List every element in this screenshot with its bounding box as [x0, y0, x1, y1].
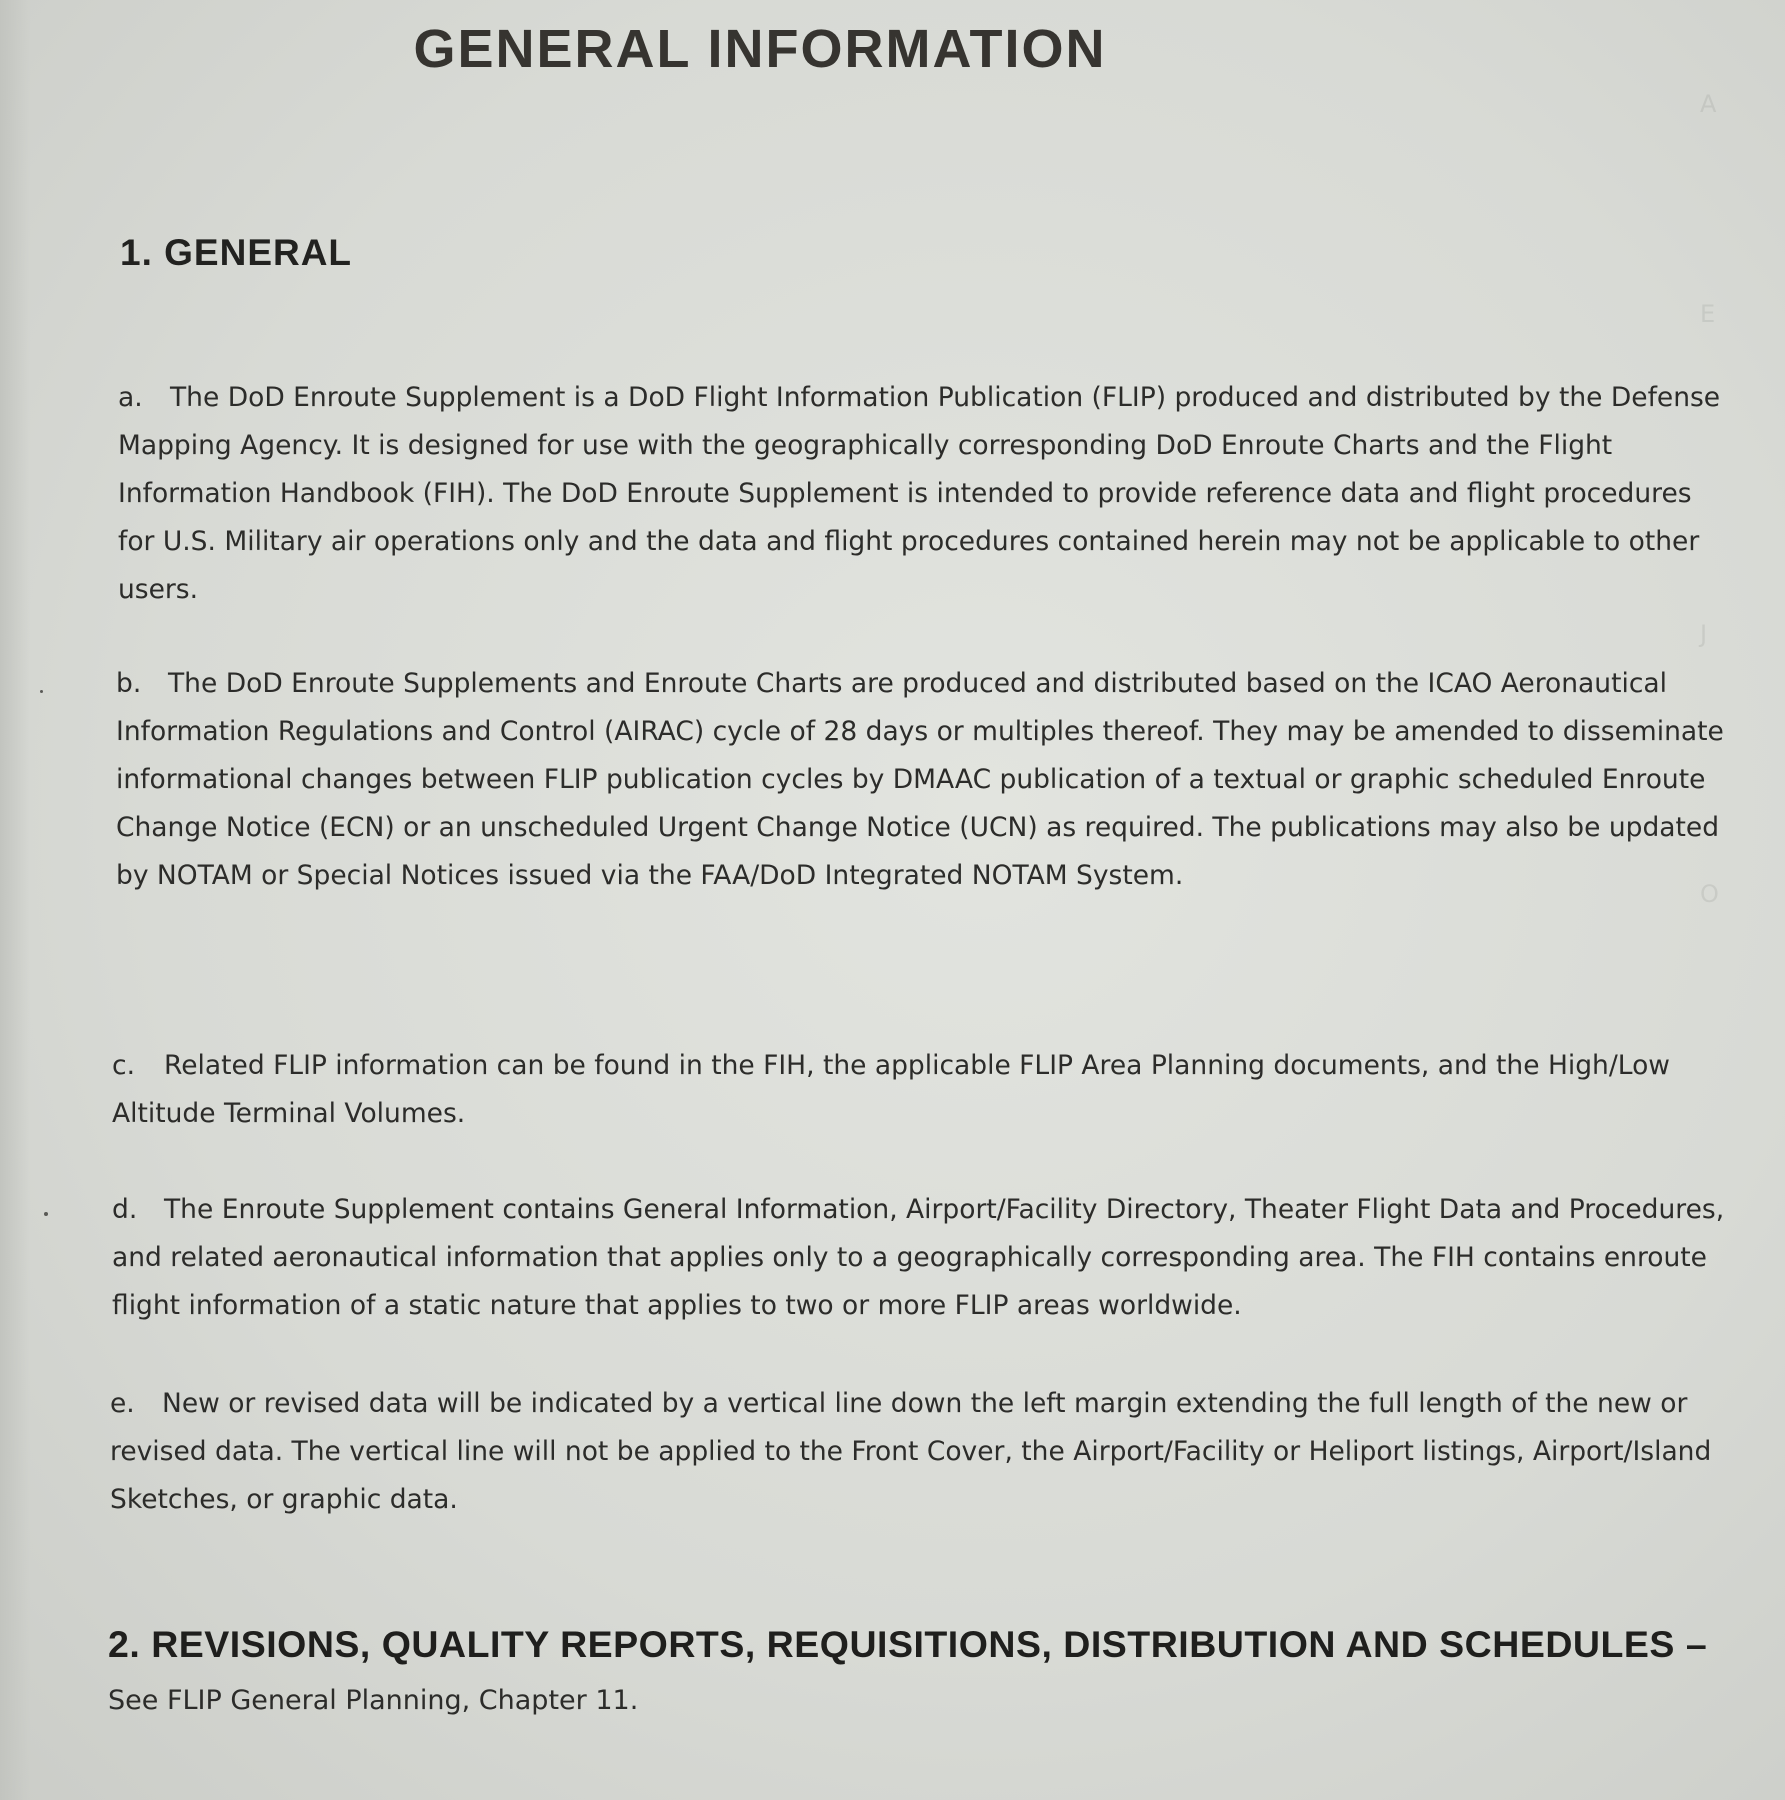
section-1-heading: 1. GENERAL	[120, 232, 353, 273]
paragraph-e-text: New or revised data will be indicated by a vertical line down the left margin extending the full length of the new or revised data. The vertical line will not be applied to the Front Cover, the Airport/Facility or Heliport listings, Airport/Island Sketches, or graphic data.	[110, 1388, 1712, 1515]
paragraph-d-text: The Enroute Supplement contains General Information, Airport/Facility Directory, Theater Flight Data and Procedures, and related aeronautical information that applies only to a geographically corresponding area. The FIH contains enroute flight information of a static nature that applies to two or more FLIP areas worldwide.	[112, 1194, 1725, 1321]
show-through-mark: E	[1700, 300, 1716, 328]
paragraph-c	[112, 1042, 1727, 1138]
paragraph-c-text: Related FLIP information can be found in the FIH, the applicable FLIP Area Planning documents, and the High/Low Altitude Terminal Volumes.	[112, 1050, 1670, 1129]
section-2-title: 2. REVISIONS, QUALITY REPORTS, REQUISITIONS, DISTRIBUTION AND SCHEDULES –	[108, 1623, 1708, 1665]
section-2-heading	[108, 1620, 1748, 1729]
paper-speck	[40, 690, 43, 693]
paragraph-b-letter: b.	[116, 668, 142, 699]
paragraph-d-letter: d.	[112, 1194, 138, 1225]
page-title: GENERAL INFORMATION	[413, 19, 1107, 79]
paragraph-a-letter: a.	[118, 382, 143, 413]
paragraph-e-letter: e.	[110, 1388, 135, 1419]
paragraph-b-text: The DoD Enroute Supplements and Enroute Charts are produced and distributed based on the ICAO Aeronautical Information Regulations and Control (AIRAC) cycle of 28 days or multiples thereof. They may be amended to disseminate informational changes between FLIP publication cycles by DMAAC publication of a textual or graphic scheduled Enroute Change Notice (ECN) or an unscheduled Urgent Change Notice (UCN) as required. The publications may also be updated by NOTAM or Special Notices issued via the FAA/DoD Integrated NOTAM System.	[116, 668, 1724, 891]
paper-speck	[44, 1212, 48, 1216]
show-through-mark: O	[1700, 880, 1719, 908]
paragraph-c-letter: c.	[112, 1050, 135, 1081]
show-through-mark: J	[1700, 620, 1708, 648]
show-through-mark: A	[1700, 90, 1717, 118]
section-2-reference: See FLIP General Planning, Chapter 11.	[108, 1685, 639, 1716]
paragraph-d	[112, 1186, 1727, 1330]
paragraph-a-text: The DoD Enroute Supplement is a DoD Flight Information Publication (FLIP) produced and distributed by the Defense Mapping Agency. It is designed for use with the geographically corresponding DoD Enroute Charts and the Flight Information Handbook (FIH). The DoD Enroute Supplement is intended to provide reference data and flight procedures for U.S. Military air operations only and the data and flight procedures contained herein may not be applicable to other users.	[118, 382, 1721, 605]
page-edge-shadow	[0, 0, 30, 1800]
paragraph-a	[118, 374, 1733, 614]
paragraph-b	[116, 660, 1731, 900]
paragraph-e	[110, 1380, 1750, 1524]
